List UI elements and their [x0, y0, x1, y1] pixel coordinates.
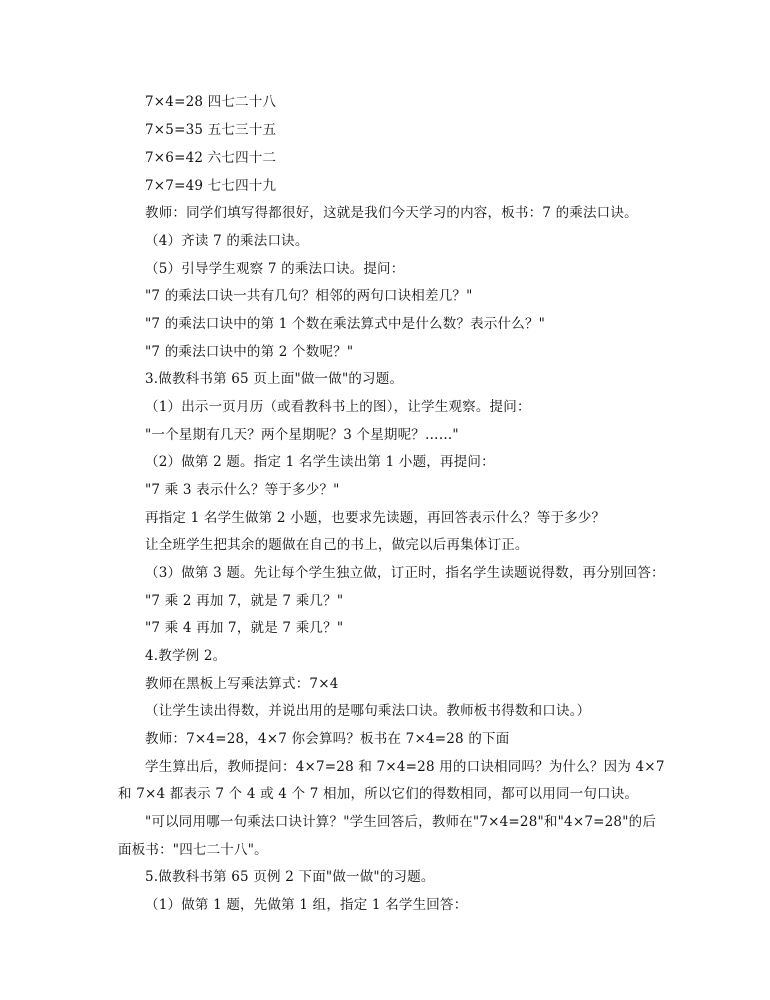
text-line: 让全班学生把其余的题做在自己的书上，做完以后再集体订正。 — [145, 537, 529, 553]
text-line: "一个星期有几天？两个星期呢？3 个星期呢？……" — [145, 427, 459, 443]
text-line: "7 乘 4 再加 7，就是 7 乘几？" — [145, 620, 344, 636]
text-line: （3）做第 3 题。先让每个学生独立做，订正时，指名学生读题说得数，再分别回答： — [145, 565, 665, 581]
text-line: 再指定 1 名学生做第 2 小题，也要求先读题，再回答表示什么？等于多少？ — [145, 510, 606, 526]
text-line: 和 7×4 都表示 7 个 4 或 4 个 7 相加，所以它们的得数相同，都可以用同一句口诀。 — [118, 786, 639, 802]
text-line: （让学生读出得数，并说出用的是哪句乘法口诀。教师板书得数和口诀。） — [145, 703, 591, 719]
text-line: "7 的乘法口诀中的第 2 个数呢？" — [145, 344, 354, 360]
text-line: 7×7=49 七七四十九 — [145, 178, 277, 194]
text-line: 面板书："四七二十八"。 — [118, 842, 268, 858]
text-line: "7 乘 3 表示什么？等于多少？" — [145, 482, 340, 498]
text-line: "7 乘 2 再加 7，就是 7 乘几？" — [145, 593, 344, 609]
text-line: 7×6=42 六七四十二 — [145, 150, 277, 166]
section-heading: 4.教学例 2。 — [145, 648, 227, 664]
text-line: 学生算出后，教师提问：4×7=28 和 7×4=28 用的口诀相同吗？为什么？因为 4×7 — [145, 759, 665, 775]
section-heading: 3.做教科书第 65 页上面"做一做"的习题。 — [145, 371, 404, 387]
text-line: 教师在黑板上写乘法算式：7×4 — [145, 676, 339, 692]
text-line: （1）出示一页月历（或看教科书上的图），让学生观察。提问： — [145, 399, 531, 415]
section-heading: 5.做教科书第 65 页例 2 下面"做一做"的习题。 — [145, 869, 435, 885]
text-line: "可以同用哪一句乘法口诀计算？"学生回答后，教师在"7×4=28"和"4×7=28"的后 — [145, 814, 657, 830]
text-line: "7 的乘法口诀中的第 1 个数在乘法算式中是什么数？表示什么？" — [145, 316, 546, 332]
text-line: （2）做第 2 题。指定 1 名学生读出第 1 小题，再提问： — [145, 454, 495, 470]
text-line: （1）做第 1 题，先做第 1 组，指定 1 名学生回答： — [145, 897, 468, 913]
text-line: 7×4=28 四七二十八 — [145, 94, 277, 110]
text-line: （4）齐读 7 的乘法口诀。 — [145, 233, 309, 249]
text-line: 教师：同学们填写得都很好，这就是我们今天学习的内容，板书：7 的乘法口诀。 — [145, 205, 638, 221]
text-line: "7 的乘法口诀一共有几句？相邻的两句口诀相差几？" — [145, 288, 473, 304]
text-line: （5）引导学生观察 7 的乘法口诀。提问： — [145, 261, 405, 277]
text-line: 教师：7×4=28，4×7 你会算吗？板书在 7×4=28 的下面 — [145, 731, 510, 747]
text-line: 7×5=35 五七三十五 — [145, 122, 277, 138]
